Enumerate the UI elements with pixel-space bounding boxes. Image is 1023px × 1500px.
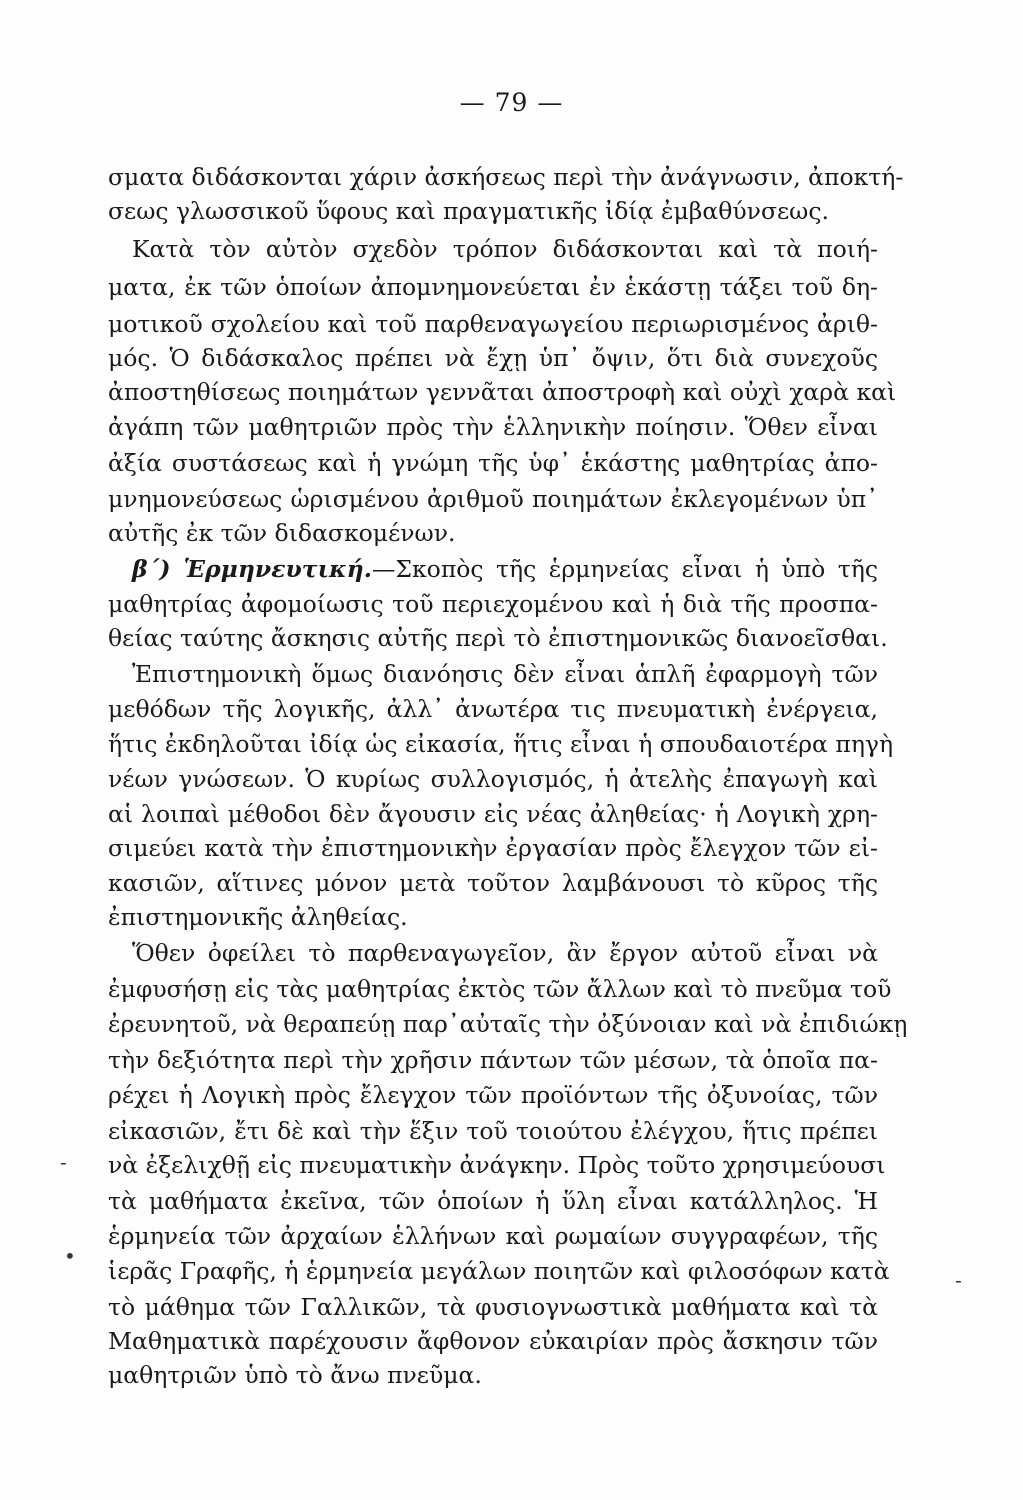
- text-line: Μαθηματικὰ παρέχουσιν ἄφθονον εὐκαιρίαν πρὸς ἄσκησιν τῶν: [108, 1327, 878, 1355]
- text-line: μοτικοῦ σχολείου καὶ τοῦ παρθεναγωγείου περιωρισμένος ἀριθ-: [108, 310, 878, 338]
- text-line: ἀγάπη τῶν μαθητριῶν πρὸς τὴν ἑλληνικὴν ποίησιν. Ὅθεν εἶναι: [108, 413, 878, 441]
- text-line: μαθητριῶν ὑπὸ τὸ ἄνω πνεῦμα.: [108, 1361, 482, 1389]
- text-line: μνημονεύσεως ὡρισμένου ἀριθμοῦ ποιημάτων ἐκλεγομένων ὑπ᾽: [108, 485, 878, 513]
- text-line: σεως γλωσσικοῦ ὕφους καὶ πραγματικῆς ἰδίᾳ ἐμβαθύνσεως.: [108, 197, 829, 225]
- text-line: σματα διδάσκονται χάριν ἀσκήσεως περὶ τὴν ἀνάγνωσιν, ἀποκτή-: [108, 163, 904, 191]
- text-line: κασιῶν, αἵτινες μόνον μετὰ τοῦτον λαμβάνουσι τὸ κῦρος τῆς: [108, 869, 878, 897]
- text-line: νέων γνώσεων. Ὁ κυρίως συλλογισμός, ἡ ἀτελὴς ἐπαγωγὴ καὶ: [108, 765, 878, 793]
- text-line: αὐτῆς ἐκ τῶν διδασκομένων.: [108, 519, 456, 547]
- text-line: ἀποστηθίσεως ποιημάτων γεννᾶται ἀποστροφὴ καὶ οὐχὶ χαρὰ καὶ: [108, 378, 897, 406]
- margin-mark: -: [60, 1150, 67, 1174]
- text-line: νὰ ἐξελιχθῇ εἰς πνευματικὴν ἀνάγκην. Πρὸς τοῦτο χρησιμεύουσι: [108, 1151, 886, 1179]
- page-number: — 79 —: [459, 88, 564, 117]
- text-line: Ὅθεν ὀφείλει τὸ παρθεναγωγεῖον, ἂν ἔργον αὐτοῦ εἶναι νὰ: [132, 939, 878, 967]
- text-line: ἐρευνητοῦ, νὰ θεραπεύῃ παρ᾽αὐταῖς τὴν ὀξύνοιαν καὶ νὰ ἐπιδιώκῃ: [108, 1010, 908, 1038]
- section-heading: β´) Ἑρμηνευτική.: [132, 555, 372, 583]
- text-line: εἰκασιῶν, ἔτι δὲ καὶ τὴν ἕξιν τοῦ τοιούτου ἐλέγχου, ἥτις πρέπει: [108, 1117, 878, 1145]
- section-heading-line: [132, 552, 878, 586]
- text-line: ματα, ἐκ τῶν ὁποίων ἀπομνημονεύεται ἐν ἑκάστῃ τάξει τοῦ δη-: [108, 273, 878, 301]
- text-line: Κατὰ τὸν αὐτὸν σχεδὸν τρόπον διδάσκονται καὶ τὰ ποιή-: [132, 235, 878, 263]
- text-line: τὴν δεξιότητα περὶ τὴν χρῆσιν πάντων τῶν μέσων, τὰ ὁποῖα πα-: [108, 1046, 878, 1074]
- text-line: μαθητρίας ἀφομοίωσις τοῦ περιεχομένου καὶ ἡ διὰ τῆς προσπα-: [108, 590, 878, 618]
- text-line: ἱερᾶς Γραφῆς, ἡ ἑρμηνεία μεγάλων ποιητῶν καὶ φιλοσόφων κατὰ: [108, 1257, 890, 1285]
- text-line: ἥτις ἐκδηλοῦται ἰδίᾳ ὡς εἰκασία, ἥτις εἶναι ἡ σπουδαιοτέρα πηγὴ: [108, 730, 894, 758]
- text-line: τὰ μαθήματα ἐκεῖνα, τῶν ὁποίων ἡ ὕλη εἶναι κατάλληλος. Ἡ: [108, 1187, 878, 1215]
- margin-mark: -: [955, 1268, 962, 1292]
- margin-mark: •: [64, 1244, 76, 1268]
- text-line: Ἐπιστημονικὴ ὅμως διανόησις δὲν εἶναι ἁπλῆ ἐφαρμογὴ τῶν: [132, 660, 878, 688]
- text-line: ἀξία συστάσεως καὶ ἡ γνώμη τῆς ὑφ᾽ ἑκάστης μαθητρίας ἀπο-: [108, 449, 878, 477]
- text-line: ἐμφυσήσῃ εἰς τὰς μαθητρίας ἐκτὸς τῶν ἄλλων καὶ τὸ πνεῦμα τοῦ: [108, 975, 892, 1003]
- text-line: θείας ταύτης ἄσκησις αὐτῆς περὶ τὸ ἐπιστημονικῶς διανοεῖσθαι.: [108, 624, 888, 652]
- text-line: ἑρμηνεία τῶν ἀρχαίων ἑλλήνων καὶ ρωμαίων συγγραφέων, τῆς: [108, 1222, 878, 1250]
- text-line: ρέχει ἡ Λογικὴ πρὸς ἔλεγχον τῶν προϊόντων τῆς ὀξυνοίας, τῶν: [108, 1081, 878, 1109]
- text-line: μός. Ὁ διδάσκαλος πρέπει νὰ ἔχῃ ὑπ᾽ ὄψιν, ὅτι διὰ συνεχοῦς: [108, 344, 878, 372]
- text-line: αἱ λοιπαὶ μέθοδοι δὲν ἄγουσιν εἰς νέας ἀληθείας· ἡ Λογικὴ χρη-: [108, 800, 878, 828]
- text-line: σιμεύει κατὰ τὴν ἐπιστημονικὴν ἐργασίαν πρὸς ἔλεγχον τῶν εἰ-: [108, 834, 878, 862]
- text-line: μεθόδων τῆς λογικῆς, ἀλλ᾽ ἀνωτέρα τις πνευματικὴ ἐνέργεια,: [108, 695, 878, 723]
- text-line: ἐπιστημονικῆς ἀληθείας.: [108, 903, 408, 931]
- heading-line-text: —Σκοπὸς τῆς ἑρμηνείας εἶναι ἡ ὑπὸ τῆς: [371, 555, 878, 583]
- text-line: τὸ μάθημα τῶν Γαλλικῶν, τὰ φυσιογνωστικὰ μαθήματα καὶ τὰ: [108, 1293, 878, 1321]
